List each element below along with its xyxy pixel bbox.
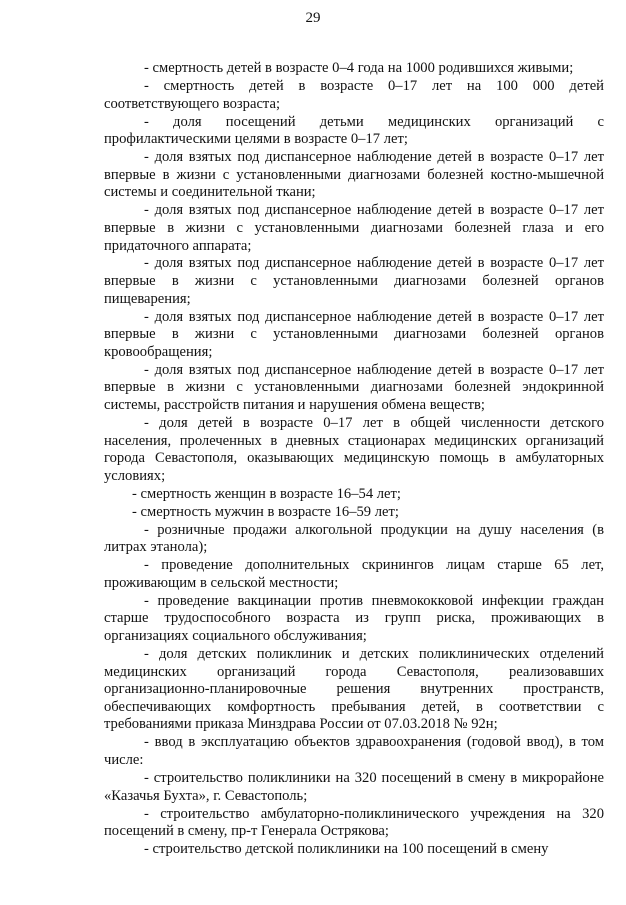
paragraph: - смертность детей в возрасте 0–4 года на 1000 родившихся живыми; bbox=[144, 60, 574, 76]
paragraph: - доля посещений детьми медицинских организаций с профилактическими целями в возрасте 0–17 лет; bbox=[104, 113, 604, 148]
paragraph: - проведение дополнительных скринингов лицам старше 65 лет, проживающим в сельской местности; bbox=[104, 557, 604, 591]
paragraph: - строительство детской поликлиники на 100 посещений в смену bbox=[144, 841, 549, 858]
paragraph: - строительство поликлиники на 320 посещений в смену в микрорайоне «Казачья Бухта», г. Севастополь; bbox=[104, 770, 604, 804]
paragraph: - смертность женщин в возрасте 16–54 лет; bbox=[132, 485, 401, 502]
page-number: 29 bbox=[305, 10, 321, 26]
paragraph: - доля взятых под диспансерное наблюдение детей в возрасте 0–17 лет впервые в жизни с установленными диагнозами болезней органов пищеварения; bbox=[104, 255, 604, 307]
paragraph: - доля взятых под диспансерное наблюдение детей в возрасте 0–17 лет впервые в жизни с установленными диагнозами болезней глаза и его придаточного аппарата; bbox=[104, 202, 604, 254]
document-body bbox=[104, 60, 604, 859]
paragraph: - доля детей в возрасте 0–17 лет в общей численности детского населения, пролеченных в дневных стационарах медицинских организаций города Севастополя, оказывающих медицинскую помощь в амбулаторных условиях; bbox=[104, 415, 604, 484]
paragraph: - розничные продажи алкогольной продукции на душу населения (в литрах этанола); bbox=[104, 521, 604, 556]
paragraph: - доля детских поликлиник и детских поликлинических отделений медицинских организаций города Севастополя, реализовавших организационно-планировочные решения внутренних пространств, обеспечивающих комфортность пребывания детей, в соответствии с требованиями приказа Минздрава России от 07.03.2018 № 92н; bbox=[104, 646, 604, 733]
paragraph: - доля взятых под диспансерное наблюдение детей в возрасте 0–17 лет впервые в жизни с установленными диагнозами болезней костно-мышечной системы и соединительной ткани; bbox=[104, 149, 604, 201]
paragraph: - строительство амбулаторно-поликлинического учреждения на 320 посещений в смену, пр-т Генерала Острякова; bbox=[104, 805, 604, 840]
paragraph: - доля взятых под диспансерное наблюдение детей в возрасте 0–17 лет впервые в жизни с установленными диагнозами болезней эндокринной системы, расстройств питания и нарушения обмена веществ; bbox=[104, 361, 604, 414]
paragraph: - проведение вакцинации против пневмококковой инфекции граждан старше трудоспособного возраста из групп риска, проживающих в организациях социального обслуживания; bbox=[104, 592, 604, 645]
paragraph: - смертность детей в возрасте 0–17 лет на 100 000 детей соответствующего возраста; bbox=[104, 77, 604, 112]
paragraph: - ввод в эксплуатацию объектов здравоохранения (годовой ввод), в том числе: bbox=[104, 734, 604, 769]
paragraph: - смертность мужчин в возрасте 16–59 лет; bbox=[132, 503, 399, 520]
paragraph: - доля взятых под диспансерное наблюдение детей в возрасте 0–17 лет впервые в жизни с установленными диагнозами болезней органов кровообращения; bbox=[104, 308, 604, 360]
